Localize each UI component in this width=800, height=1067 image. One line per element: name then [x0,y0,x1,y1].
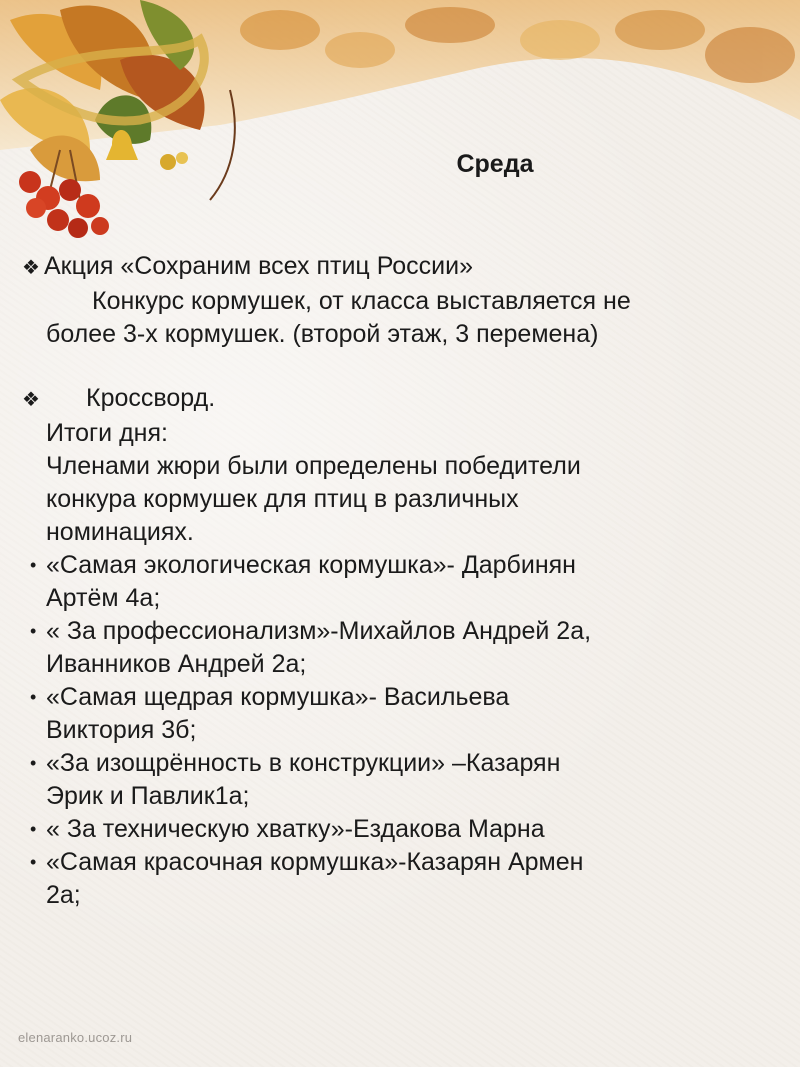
nomination-item: • «Самая экологическая кормушка»- Дарбинян Артём 4а; [30,551,576,612]
results-text-line: номинациях. [46,518,194,546]
round-bullet-icon: • [30,555,37,575]
footer-watermark: elenaranko.ucoz.ru [18,1030,133,1045]
slide-content [22,250,782,912]
nomination-item: • « За профессионализм»-Михайлов Андрей 2а, Иванников Андрей 2а; [30,617,592,678]
results-label: Итоги дня: [46,419,168,447]
nomination-item: • «Самая щедрая кормушка»- Васильева Виктория 3б; [30,683,510,744]
diamond-bullet-icon: ❖ [22,257,40,279]
nomination-item: • « За техническую хватку»-Ездакова Марна [22,813,782,846]
nomination-item: • «За изощрённость в конструкции» –Казарян Эрик и Павлик1а; [30,749,561,810]
round-bullet-icon: • [30,621,37,641]
round-bullet-icon: • [30,819,37,839]
item-1-line-3: более 3-х кормушек. (второй этаж, 3 перемена) [46,320,599,348]
results-text-line: Членами жюри были определены победители [46,452,581,480]
round-bullet-icon: • [30,687,37,707]
round-bullet-icon: • [30,753,37,773]
item-1-line-2: Конкурс кормушек, от класса выставляется не [92,287,631,315]
results-text-line: конкура кормушек для птиц в различных [46,485,519,513]
round-bullet-icon: • [30,852,37,872]
item-1-heading: ❖ Акция «Сохраним всех птиц России» [22,250,782,285]
nomination-item: • «Самая красочная кормушка»-Казарян Армен 2а; [30,848,584,909]
autumn-decoration [0,0,800,260]
slide-title: Среда [456,150,534,178]
item-2-heading: ❖ Кроссворд. [22,382,782,417]
diamond-bullet-icon: ❖ [22,389,40,411]
